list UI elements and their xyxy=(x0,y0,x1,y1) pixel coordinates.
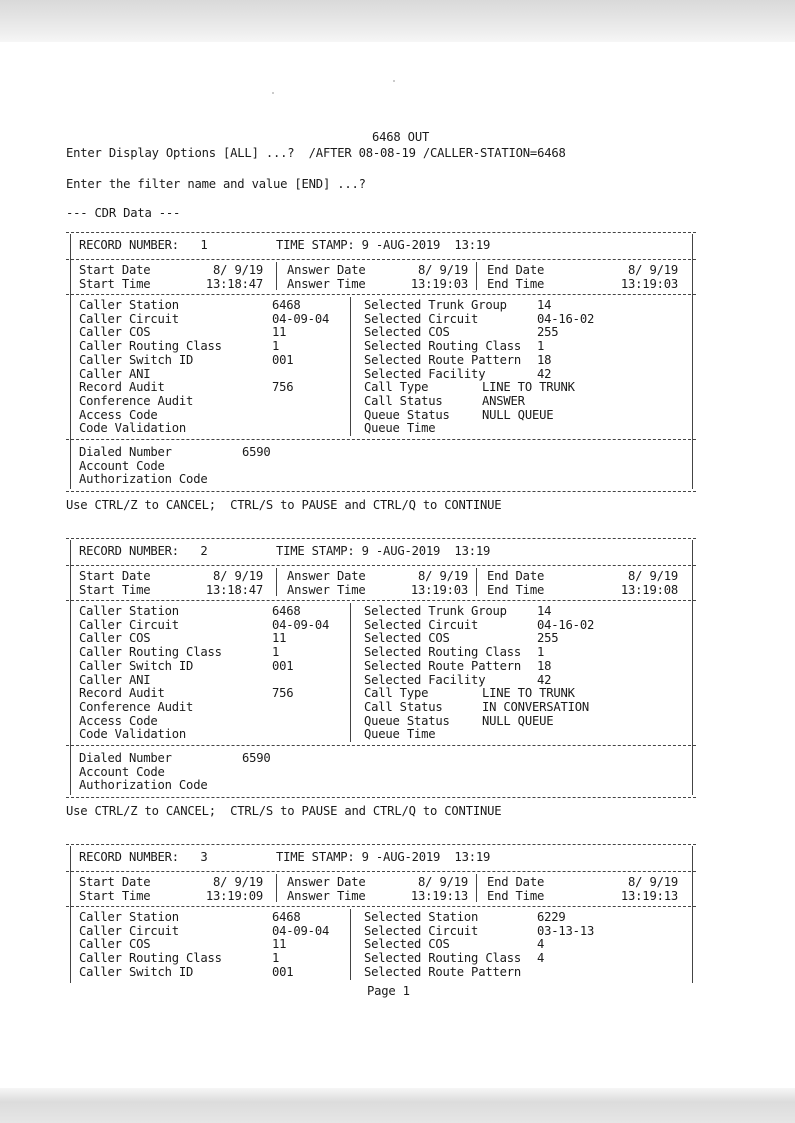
caller-field-label: Caller Routing Class xyxy=(79,951,222,966)
start-date: 8/ 9/19 xyxy=(213,569,263,583)
start-time-label: Start Time xyxy=(79,276,151,291)
caller-field-label: Caller Switch ID xyxy=(79,964,194,979)
dialed-number-label: Dialed Number xyxy=(79,751,172,765)
caller-field-label: Caller Routing Class xyxy=(79,645,222,660)
caller-field-label: Conference Audit xyxy=(79,393,194,408)
end-time-label: End Time xyxy=(487,582,545,597)
caller-field-label: Code Validation xyxy=(79,421,187,436)
record-border-top xyxy=(66,844,696,845)
start-time-label: Start Time xyxy=(79,582,151,597)
record-divider xyxy=(66,259,696,260)
caller-field-value: 756 xyxy=(272,686,294,701)
record-border-right xyxy=(692,540,693,795)
date-column-divider xyxy=(476,262,477,290)
caller-field-label: Conference Audit xyxy=(79,699,194,714)
caller-field-label: Caller COS xyxy=(79,937,151,952)
answer-date: 8/ 9/19 xyxy=(418,263,468,277)
record-border-right xyxy=(692,234,693,489)
date-column-divider xyxy=(476,568,477,596)
answer-date: 8/ 9/19 xyxy=(418,569,468,583)
answer-time-label: Answer Time xyxy=(287,582,366,597)
caller-field-label: Caller ANI xyxy=(79,366,151,381)
dialed-number: 6590 xyxy=(242,751,271,765)
start-date-label: Start Date xyxy=(79,569,151,583)
selected-field-label: Queue Time xyxy=(364,727,436,742)
selected-field-label: Selected Routing Class xyxy=(364,645,522,660)
caller-field-label: Access Code xyxy=(79,407,158,422)
caller-field-value: 11 xyxy=(272,631,287,646)
answer-time: 13:19:13 xyxy=(410,888,468,903)
selected-field-value: 03-13-13 xyxy=(537,923,595,938)
authorization-code-label: Authorization Code xyxy=(79,778,208,793)
record-divider xyxy=(66,600,696,601)
end-time: 13:19:13 xyxy=(620,888,678,903)
start-date: 8/ 9/19 xyxy=(213,875,263,889)
caller-field-value: 001 xyxy=(272,658,294,673)
answer-time: 13:19:03 xyxy=(410,582,468,597)
start-time-label: Start Time xyxy=(79,888,151,903)
selected-field-label: Selected Station xyxy=(364,910,479,924)
start-time: 13:18:47 xyxy=(205,582,263,597)
selected-field-value: 1 xyxy=(537,645,545,660)
selected-field-label: Selected Route Pattern xyxy=(364,964,522,979)
scan-border-bottom xyxy=(0,1088,795,1123)
record-divider xyxy=(66,294,696,295)
caller-field-label: Caller Station xyxy=(79,604,179,618)
caller-field-label: Caller Routing Class xyxy=(79,339,222,354)
answer-time-label: Answer Time xyxy=(287,888,366,903)
answer-date-label: Answer Date xyxy=(287,875,366,889)
end-date: 8/ 9/19 xyxy=(628,569,678,583)
selected-field-value: 42 xyxy=(537,366,552,381)
end-time-label: End Time xyxy=(487,276,545,291)
end-time: 13:19:03 xyxy=(620,276,678,291)
end-date-label: End Date xyxy=(487,263,545,277)
selected-field-label: Selected Circuit xyxy=(364,617,479,632)
continue-instructions: Use CTRL/Z to CANCEL; CTRL/S to PAUSE and CTRL/Q to CONTINUE xyxy=(66,804,502,818)
caller-field-label: Caller Station xyxy=(79,910,179,924)
selected-field-label: Selected Circuit xyxy=(364,923,479,938)
report-title: 6468 OUT xyxy=(372,130,430,144)
end-time-label: End Time xyxy=(487,888,545,903)
selected-field-label: Selected Routing Class xyxy=(364,339,522,354)
date-column-divider xyxy=(476,874,477,902)
selected-field-label: Call Status xyxy=(364,393,443,408)
scan-speck xyxy=(393,80,395,82)
filter-prompt: Enter the filter name and value [END] ...? xyxy=(66,177,366,191)
account-code-label: Account Code xyxy=(79,764,165,779)
selected-field-label: Selected Routing Class xyxy=(364,951,522,966)
selected-field-label: Selected COS xyxy=(364,937,450,952)
record-divider xyxy=(66,871,696,872)
end-date-label: End Date xyxy=(487,569,545,583)
selected-field-label: Selected Facility xyxy=(364,366,486,381)
authorization-code-label: Authorization Code xyxy=(79,472,208,487)
caller-field-label: Caller Circuit xyxy=(79,311,179,326)
selected-field-value: 14 xyxy=(537,298,552,312)
start-time: 13:19:09 xyxy=(205,888,263,903)
record-number: RECORD NUMBER: 3 xyxy=(79,850,208,864)
selected-field-value: 1 xyxy=(537,339,545,354)
caller-field-label: Caller Station xyxy=(79,298,179,312)
account-code-label: Account Code xyxy=(79,458,165,473)
selected-field-value: 04-16-02 xyxy=(537,617,595,632)
display-options-prompt: Enter Display Options [ALL] ...? /AFTER 08-08-19 /CALLER-STATION=6468 xyxy=(66,146,566,160)
caller-field-value: 11 xyxy=(272,325,287,340)
selected-field-value: LINE TO TRUNK xyxy=(482,380,575,395)
selected-field-label: Queue Status xyxy=(364,713,450,728)
selected-field-label: Queue Time xyxy=(364,421,436,436)
caller-field-label: Code Validation xyxy=(79,727,187,742)
caller-field-label: Record Audit xyxy=(79,686,165,701)
selected-field-label: Selected Facility xyxy=(364,672,486,687)
selected-field-label: Call Type xyxy=(364,380,429,395)
selected-field-value: 04-16-02 xyxy=(537,311,595,326)
caller-field-label: Caller COS xyxy=(79,325,151,340)
record-border-left xyxy=(70,234,71,489)
end-date: 8/ 9/19 xyxy=(628,263,678,277)
selected-field-value: LINE TO TRUNK xyxy=(482,686,575,701)
caller-field-value: 6468 xyxy=(272,910,301,924)
selected-field-value: 18 xyxy=(537,658,552,673)
caller-field-label: Access Code xyxy=(79,713,158,728)
start-date: 8/ 9/19 xyxy=(213,263,263,277)
detail-column-divider xyxy=(350,909,351,980)
dialed-number-label: Dialed Number xyxy=(79,445,172,459)
selected-field-label: Selected Trunk Group xyxy=(364,604,507,618)
record-border-top xyxy=(66,538,696,539)
selected-field-value: 42 xyxy=(537,672,552,687)
date-column-divider xyxy=(276,568,277,596)
caller-field-value: 04-09-04 xyxy=(272,923,330,938)
scan-speck xyxy=(272,92,274,94)
selected-field-label: Selected COS xyxy=(364,325,450,340)
answer-date: 8/ 9/19 xyxy=(418,875,468,889)
selected-field-value: 6229 xyxy=(537,910,566,924)
selected-field-value: 255 xyxy=(537,325,559,340)
record-border-top xyxy=(66,232,696,233)
caller-field-label: Caller Circuit xyxy=(79,923,179,938)
selected-field-label: Selected Trunk Group xyxy=(364,298,507,312)
record-border-bottom xyxy=(66,491,696,492)
caller-field-value: 04-09-04 xyxy=(272,311,330,326)
date-column-divider xyxy=(276,874,277,902)
selected-field-value: 255 xyxy=(537,631,559,646)
caller-field-label: Record Audit xyxy=(79,380,165,395)
selected-field-label: Selected COS xyxy=(364,631,450,646)
selected-field-value: 18 xyxy=(537,352,552,367)
answer-date-label: Answer Date xyxy=(287,569,366,583)
caller-field-value: 1 xyxy=(272,951,280,966)
caller-field-value: 001 xyxy=(272,964,294,979)
selected-field-label: Queue Status xyxy=(364,407,450,422)
caller-field-value: 6468 xyxy=(272,604,301,618)
record-border-left xyxy=(70,540,71,795)
selected-field-value: NULL QUEUE xyxy=(482,713,554,728)
start-date-label: Start Date xyxy=(79,263,151,277)
end-date-label: End Date xyxy=(487,875,545,889)
record-divider xyxy=(66,439,696,440)
caller-field-label: Caller ANI xyxy=(79,672,151,687)
caller-field-label: Caller COS xyxy=(79,631,151,646)
record-divider xyxy=(66,565,696,566)
selected-field-value: NULL QUEUE xyxy=(482,407,554,422)
record-divider xyxy=(66,745,696,746)
answer-time-label: Answer Time xyxy=(287,276,366,291)
record-border-left xyxy=(70,846,71,983)
selected-field-value: 4 xyxy=(537,951,545,966)
selected-field-value: ANSWER xyxy=(482,393,525,408)
caller-field-value: 001 xyxy=(272,352,294,367)
record-border-right xyxy=(692,846,693,983)
answer-time: 13:19:03 xyxy=(410,276,468,291)
answer-date-label: Answer Date xyxy=(287,263,366,277)
selected-field-value: 4 xyxy=(537,937,545,952)
record-divider xyxy=(66,906,696,907)
section-label: --- CDR Data --- xyxy=(66,206,181,220)
selected-field-label: Selected Circuit xyxy=(364,311,479,326)
caller-field-value: 1 xyxy=(272,339,280,354)
caller-field-value: 11 xyxy=(272,937,287,952)
end-time: 13:19:08 xyxy=(620,582,678,597)
continue-instructions: Use CTRL/Z to CANCEL; CTRL/S to PAUSE and CTRL/Q to CONTINUE xyxy=(66,498,502,512)
selected-field-value: IN CONVERSATION xyxy=(482,699,590,714)
caller-field-value: 6468 xyxy=(272,298,301,312)
scan-border-top xyxy=(0,0,795,42)
start-date-label: Start Date xyxy=(79,875,151,889)
caller-field-label: Caller Circuit xyxy=(79,617,179,632)
selected-field-label: Call Status xyxy=(364,699,443,714)
record-border-bottom xyxy=(66,797,696,798)
time-stamp: TIME STAMP: 9 -AUG-2019 13:19 xyxy=(276,850,491,864)
end-date: 8/ 9/19 xyxy=(628,875,678,889)
selected-field-label: Selected Route Pattern xyxy=(364,658,522,673)
selected-field-value: 14 xyxy=(537,604,552,618)
record-number: RECORD NUMBER: 1 xyxy=(79,238,208,252)
caller-field-label: Caller Switch ID xyxy=(79,658,194,673)
start-time: 13:18:47 xyxy=(205,276,263,291)
detail-column-divider xyxy=(350,297,351,436)
date-column-divider xyxy=(276,262,277,290)
selected-field-label: Selected Route Pattern xyxy=(364,352,522,367)
caller-field-label: Caller Switch ID xyxy=(79,352,194,367)
detail-column-divider xyxy=(350,603,351,742)
caller-field-value: 04-09-04 xyxy=(272,617,330,632)
page-number: Page 1 xyxy=(367,984,410,998)
dialed-number: 6590 xyxy=(242,445,271,459)
time-stamp: TIME STAMP: 9 -AUG-2019 13:19 xyxy=(276,238,491,252)
selected-field-label: Call Type xyxy=(364,686,429,701)
record-number: RECORD NUMBER: 2 xyxy=(79,544,208,558)
caller-field-value: 1 xyxy=(272,645,280,660)
time-stamp: TIME STAMP: 9 -AUG-2019 13:19 xyxy=(276,544,491,558)
caller-field-value: 756 xyxy=(272,380,294,395)
